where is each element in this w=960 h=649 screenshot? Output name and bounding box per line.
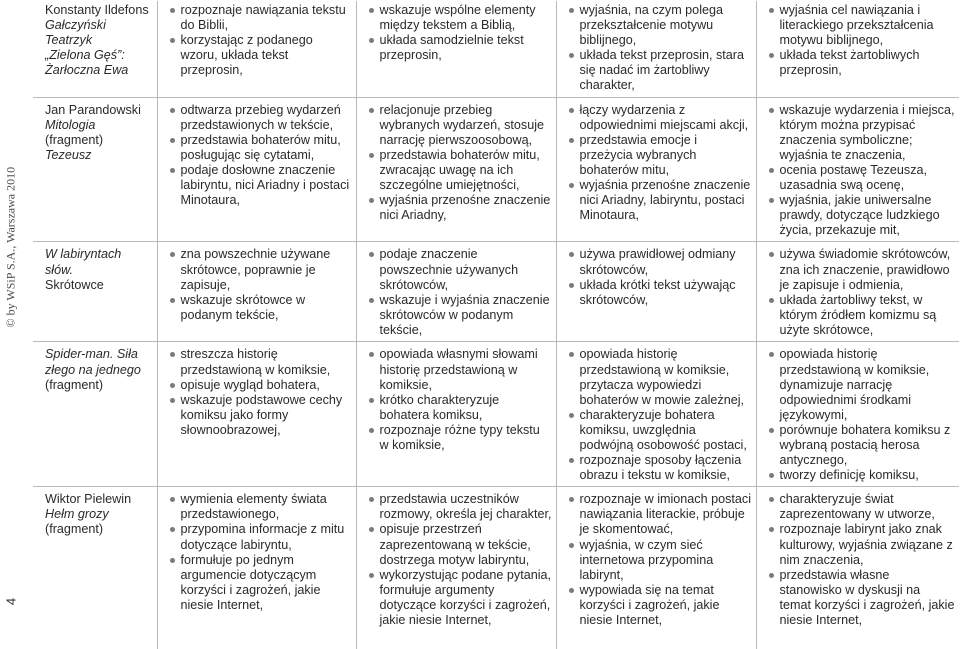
bullet-list — [769, 492, 956, 628]
topic-line: Spider-man. Siła — [45, 347, 138, 362]
bullet-list — [769, 347, 956, 483]
topic-line: Żarłoczna Ewa — [45, 63, 129, 78]
list-item: łączy wydarzenia z odpowiednimi miejscami akcji, — [569, 103, 752, 133]
list-item: przedstawia uczestników rozmowy, określa jej charakter, — [369, 492, 552, 522]
lesson-topic-cell — [33, 487, 157, 649]
topic-line: Skrótowce — [45, 277, 104, 292]
table-row — [33, 97, 959, 242]
requirement-cell-level-1 — [157, 1, 356, 97]
list-item: opowiada historię przedstawioną w komiksie, przytacza wypowiedzi bohaterów w mowie zależnej, — [569, 347, 752, 407]
requirement-cell-level-4 — [756, 487, 959, 649]
list-item: rozpoznaje sposoby łączenia obrazu i tekstu w komiksie, — [569, 453, 752, 483]
list-item: wskazuje wspólne elementy między tekstem a Biblią, — [369, 3, 552, 33]
requirement-cell-level-2 — [356, 242, 556, 342]
requirement-cell-level-1 — [157, 242, 356, 342]
topic-line: W labiryntach słów. — [45, 247, 122, 277]
list-item: odtwarza przebieg wydarzeń przedstawionych w tekście, — [170, 103, 352, 133]
requirement-cell-level-1 — [157, 487, 356, 649]
bullet-list — [569, 347, 752, 483]
topic-line: Konstanty Ildefons — [45, 3, 149, 17]
topic-line: złego na jednego — [45, 362, 141, 377]
requirement-cell-level-4 — [756, 342, 959, 487]
lesson-topic-cell — [33, 342, 157, 487]
requirement-cell-level-3 — [556, 1, 756, 97]
requirement-cell-level-4 — [756, 242, 959, 342]
bullet-list — [569, 247, 752, 307]
list-item: wskazuje wydarzenia i miejsca, którym można przypisać znaczenia symboliczne; wyjaśnia te znaczenia, — [769, 103, 956, 163]
list-item: streszcza historię przedstawioną w komiksie, — [170, 347, 352, 377]
topic-line: (fragment) — [45, 522, 104, 537]
lesson-topic-cell — [33, 242, 157, 342]
bullet-list — [569, 492, 752, 628]
bullet-list — [170, 247, 352, 322]
bullet-list — [170, 3, 352, 78]
list-item: tworzy definicję komiksu, — [769, 468, 956, 483]
bullet-list — [369, 3, 552, 63]
list-item: rozpoznaje labirynt jako znak kulturowy, wyjaśnia związane z nim znaczenia, — [769, 522, 956, 567]
list-item: wskazuje podstawowe cechy komiksu jako formy słownoobrazowej, — [170, 393, 352, 438]
list-item: podaje dosłowne znaczenie labiryntu, nici Ariadny i postaci Minotaura, — [170, 163, 352, 208]
list-item: używa prawidłowej odmiany skrótowców, — [569, 247, 752, 277]
list-item: krótko charakteryzuje bohatera komiksu, — [369, 393, 552, 423]
table-row — [33, 342, 959, 487]
bullet-list — [769, 247, 956, 338]
list-item: opowiada własnymi słowami historię przedstawioną w komiksie, — [369, 347, 552, 392]
list-item: opisuje przestrzeń zaprezentowaną w tekście, dostrzega motyw labiryntu, — [369, 522, 552, 567]
requirement-cell-level-4 — [756, 1, 959, 97]
list-item: rozpoznaje różne typy tekstu w komiksie, — [369, 423, 552, 453]
topic-line: (fragment) — [45, 132, 104, 147]
topic-line: Mitologia — [45, 117, 96, 132]
page-number: 4 — [3, 597, 19, 606]
side-margin — [0, 0, 22, 627]
bullet-list — [369, 247, 552, 338]
list-item: relacjonuje przebieg wybranych wydarzeń, stosuje narrację pierwszoosobową, — [369, 103, 552, 148]
bullet-list — [369, 103, 552, 224]
lesson-topic-cell — [33, 1, 157, 97]
requirements-table — [33, 1, 959, 649]
bullet-list — [369, 492, 552, 628]
list-item: wyjaśnia, jakie uniwersalne prawdy, dotyczące ludzkiego życia, przekazuje mit, — [769, 193, 956, 238]
list-item: wyjaśnia przenośne znaczenie nici Ariadny, labiryntu, postaci Minotaura, — [569, 178, 752, 223]
bullet-list — [369, 347, 552, 453]
list-item: zna powszechnie używane skrótowce, poprawnie je zapisuje, — [170, 247, 352, 292]
list-item: używa świadomie skrótowców, zna ich znaczenie, prawidłowo je zapisuje i odmienia, — [769, 247, 956, 292]
lesson-topic-cell — [33, 97, 157, 242]
list-item: układa krótki tekst używając skrótowców, — [569, 278, 752, 308]
bullet-list — [569, 3, 752, 94]
list-item: rozpoznaje nawiązania tekstu do Biblii, — [170, 3, 352, 33]
list-item: wskazuje skrótowce w podanym tekście, — [170, 293, 352, 323]
list-item: formułuje po jednym argumencie dotyczącym korzyści i zagrożeń, jakie niesie Internet, — [170, 553, 352, 613]
list-item: porównuje bohatera komiksu z wybraną postacią herosa antycznego, — [769, 423, 956, 468]
bullet-list — [170, 492, 352, 613]
list-item: przedstawia bohaterów mitu, posługując się cytatami, — [170, 133, 352, 163]
list-item: opowiada historię przedstawioną w komiksie, dynamizuje narrację odpowiednimi środkami językowymi, — [769, 347, 956, 422]
topic-line: Jan Parandowski — [45, 102, 141, 117]
list-item: przedstawia własne stanowisko w dyskusji na temat korzyści i zagrożeń, jakie niesie Internet, — [769, 568, 956, 628]
bullet-list — [170, 103, 352, 209]
list-item: przedstawia emocje i przeżycia wybranych bohaterów mitu, — [569, 133, 752, 178]
list-item: przypomina informacje z mitu dotyczące labiryntu, — [170, 522, 352, 552]
list-item: ocenia postawę Tezeusza, uzasadnia swą ocenę, — [769, 163, 956, 193]
requirement-cell-level-3 — [556, 487, 756, 649]
topic-line: Hełm grozy — [45, 507, 109, 522]
topic-line: Gałczyński Teatrzyk — [45, 18, 106, 48]
requirement-cell-level-2 — [356, 342, 556, 487]
topic-line: (fragment) — [45, 377, 104, 392]
topic-line: „Zielona Gęś”: — [45, 48, 125, 63]
bullet-list — [769, 3, 956, 78]
list-item: wykorzystując podane pytania, formułuje argumenty dotyczące korzyści i zagrożeń, jakie niesie Internet, — [369, 568, 552, 628]
table-row — [33, 242, 959, 342]
list-item: opisuje wygląd bohatera, — [170, 378, 352, 393]
table-row — [33, 487, 959, 649]
list-item: korzystając z podanego wzoru, układa tekst przeprosin, — [170, 33, 352, 78]
list-item: układa tekst przeprosin, stara się nadać im żartobliwy charakter, — [569, 48, 752, 93]
copyright-notice: © by WSiP S.A., Warszawa 2010 — [3, 166, 18, 328]
bullet-list — [769, 103, 956, 239]
bullet-list — [170, 347, 352, 438]
list-item: wymienia elementy świata przedstawionego, — [170, 492, 352, 522]
list-item: charakteryzuje bohatera komiksu, uwzględnia podwójną osobowość postaci, — [569, 408, 752, 453]
requirement-cell-level-4 — [756, 97, 959, 242]
list-item: wyjaśnia przenośne znaczenie nici Ariadny, — [369, 193, 552, 223]
requirement-cell-level-1 — [157, 342, 356, 487]
list-item: wyjaśnia, w czym sieć internetowa przypomina labirynt, — [569, 538, 752, 583]
list-item: charakteryzuje świat zaprezentowany w utworze, — [769, 492, 956, 522]
list-item: wypowiada się na temat korzyści i zagrożeń, jakie niesie Internet, — [569, 583, 752, 628]
topic-line: Tezeusz — [45, 147, 92, 162]
requirement-cell-level-2 — [356, 97, 556, 242]
list-item: układa tekst żartobliwych przeprosin, — [769, 48, 956, 78]
list-item: układa żartobliwy tekst, w którym źródłem komizmu są użyte skrótowce, — [769, 293, 956, 338]
list-item: podaje znaczenie powszechnie używanych skrótowców, — [369, 247, 552, 292]
list-item: wyjaśnia cel nawiązania i literackiego przekształcenia motywu biblijnego, — [769, 3, 956, 48]
requirement-cell-level-3 — [556, 97, 756, 242]
requirement-cell-level-2 — [356, 1, 556, 97]
list-item: wyjaśnia, na czym polega przekształcenie motywu biblijnego, — [569, 3, 752, 48]
requirement-cell-level-1 — [157, 97, 356, 242]
requirement-cell-level-2 — [356, 487, 556, 649]
topic-line: Wiktor Pielewin — [45, 492, 132, 507]
list-item: układa samodzielnie tekst przeprosin, — [369, 33, 552, 63]
list-item: rozpoznaje w imionach postaci nawiązania literackie, próbuje je skomentować, — [569, 492, 752, 537]
requirement-cell-level-3 — [556, 342, 756, 487]
requirement-cell-level-3 — [556, 242, 756, 342]
bullet-list — [569, 103, 752, 224]
list-item: wskazuje i wyjaśnia znaczenie skrótowców w podanym tekście, — [369, 293, 552, 338]
table-row — [33, 1, 959, 97]
list-item: przedstawia bohaterów mitu, zwracając uwagę na ich szczególne umiejętności, — [369, 148, 552, 193]
